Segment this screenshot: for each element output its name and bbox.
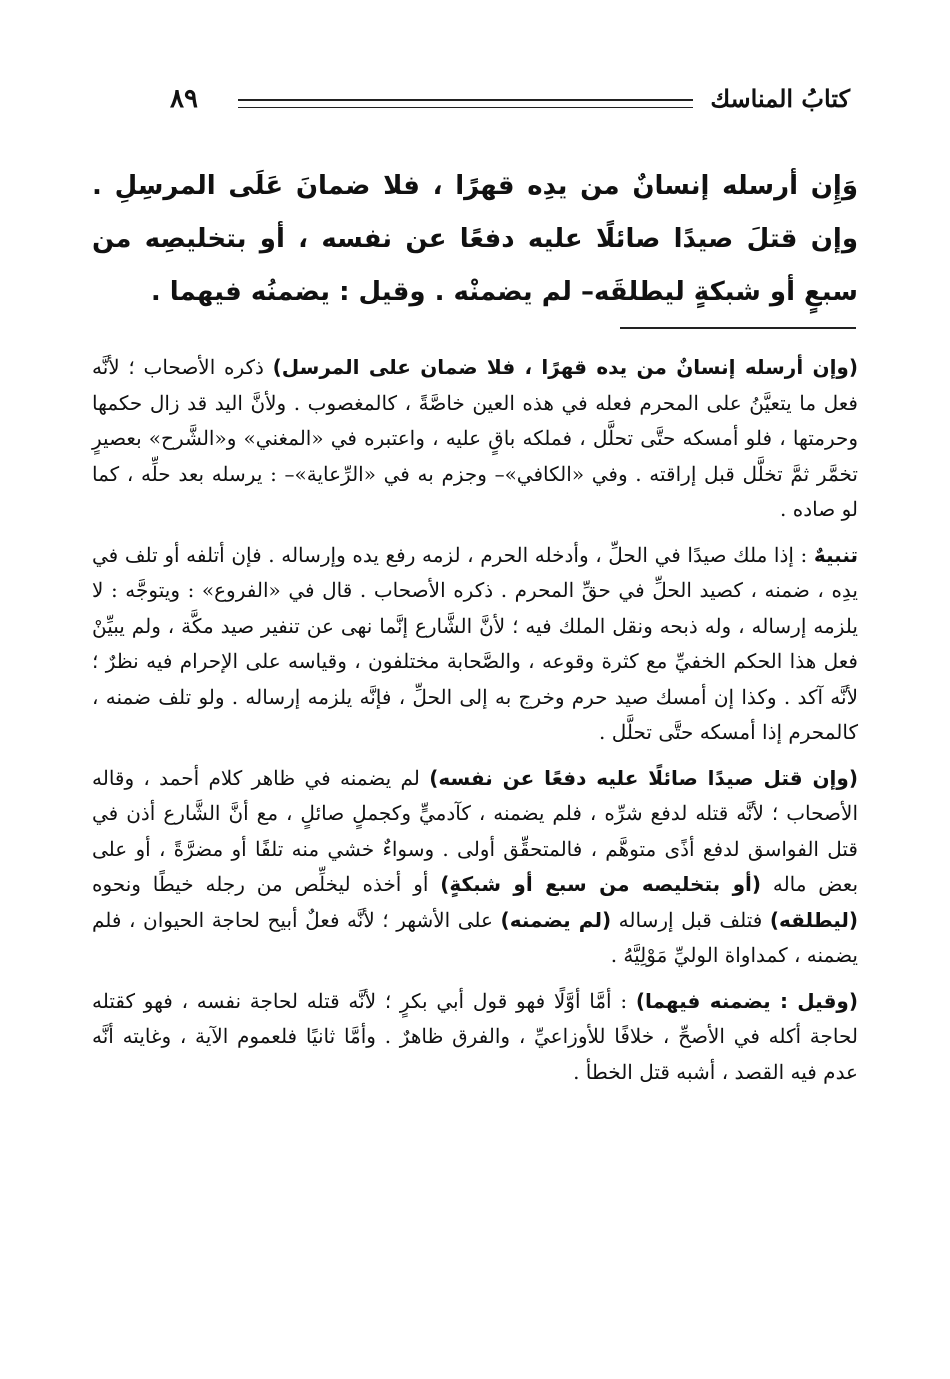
commentary-paragraph-1 xyxy=(92,350,858,528)
main-text-block xyxy=(92,160,858,319)
quoted-main-text: (وإن قتل صيدًا صائلًا عليه دفعًا عن نفسه) xyxy=(429,765,858,790)
commentary-block xyxy=(92,350,858,1100)
commentary-text: على الأشهر ؛ لأنَّه فعلٌ أبيح لحاجة الحيوان ، فلم يضمنه ، كمداواة الوليِّ مَوْلِيَّهُ . xyxy=(92,907,858,967)
quoted-main-text: (وإن أرسله إنسانٌ من يده قهرًا ، فلا ضمان على المرسل) xyxy=(272,355,859,379)
commentary-text: أو أخذه ليخلِّص من رجله خيطًا ونحوه xyxy=(92,872,441,896)
main-text: وَإِن أرسله إنسانٌ من يدِه قهرًا ، فلا ضمانَ عَلَى المرسِلِ . وإن قتلَ صيدًا صائلًا عليه دفعًا عن نفسه ، أو بتخليصِه من سبعٍ أو شبكةٍ ليطلقَه– لم يضمنْه . وقيل : يضمنُه فيهما . xyxy=(92,171,858,307)
commentary-text: : أمَّا أوَّلًا فهو قول أبي بكرٍ ؛ لأنَّه قتله لحاجة نفسه ، فهو كقتله لحاجة أكله في الأصحِّ ، خلافًا للأوزاعيِّ ، والفرق ظاهرٌ . وأمَّا ثانيًا فلعموم الآية ، وغايته أنَّه عدم فيه القصد ، أشبه قتل الخطأ . xyxy=(92,988,858,1084)
note-heading: تنبيهٌ xyxy=(813,542,858,567)
commentary-text: فتلف قبل إرساله xyxy=(611,907,770,932)
commentary-text: لم يضمنه في ظاهر كلام أحمد ، وقاله الأصحاب ؛ لأنَّه قتله لدفع شرِّه ، فلم يضمنه ، كآدميٍّ وكجملٍ صائلٍ ، مع أنَّ الشَّارع أذن في قتل الفواسق لدفع أذًى متوهَّم ، فالمتحقِّق أولى . وسواءٌ خشي منه تلفًا أو مضرَّةً ، أو على بعض ماله xyxy=(92,765,859,896)
quoted-main-text: (أو بتخليصه من سبع أو شبكةٍ) xyxy=(440,872,762,896)
commentary-paragraph-3 xyxy=(92,761,858,974)
page-header xyxy=(150,82,850,122)
commentary-paragraph-4 xyxy=(92,984,858,1091)
commentary-paragraph-2 xyxy=(92,538,858,751)
quoted-main-text: (وقيل : يضمنه فيهما) xyxy=(635,988,858,1013)
book-title: كتابُ المناسك xyxy=(710,84,850,113)
page-number: ٨٩ xyxy=(170,84,198,114)
section-divider xyxy=(620,327,856,329)
quoted-main-text: (ليطلقه) xyxy=(769,907,859,932)
header-rule xyxy=(238,99,693,108)
commentary-text: : إذا ملك صيدًا في الحلِّ ، وأدخله الحرم ، لزمه رفع يده وإرساله . فإن أتلفه أو تلف في يدِه ، ضمنه ، كصيد الحلِّ في حقِّ المحرم . ذكره الأصحاب . قال في «الفروع» : ويتوجَّه : لا يلزمه إرساله ، وله ذبحه ونقل الملك فيه ؛ لأنَّ الشَّارع إنَّما نهى عن تنفير صيد مكَّة ، ولم يبيِّنْ فعل هذا الحكم الخفيِّ مع كثرة وقوعه ، والصَّحابة مختلفون ، وقياسه على الإحرام فيه نظرٌ ؛ لأنَّه آكد . وكذا إن أمسك صيد حرم وخرج به إلى الحلِّ ، فإنَّه يلزمه إرساله . ولو تلف ضمنه ، كالمحرم إذا أمسكه حتَّى تحلَّل . xyxy=(92,542,858,744)
quoted-main-text: (لم يضمنه) xyxy=(500,907,612,932)
commentary-text: ذكره الأصحاب ؛ لأنَّه فعل ما يتعيَّنُ على المحرم فعله في هذه العين خاصَّةً ، كالمغصوب . ولأنَّ اليد قد زال حكمها وحرمتها ، فلو أمسكه حتَّى تحلَّل ، فملكه باقٍ عليه ، واعتبره في «المغني» و«الشَّرح» بعصيرٍ تخمَّر ثمَّ تخلَّل قبل إراقته . وفي «الكافي»– وجزم به في «الرِّعاية»– : يرسله بعد حلِّه ، كما لو صاده . xyxy=(92,355,858,521)
